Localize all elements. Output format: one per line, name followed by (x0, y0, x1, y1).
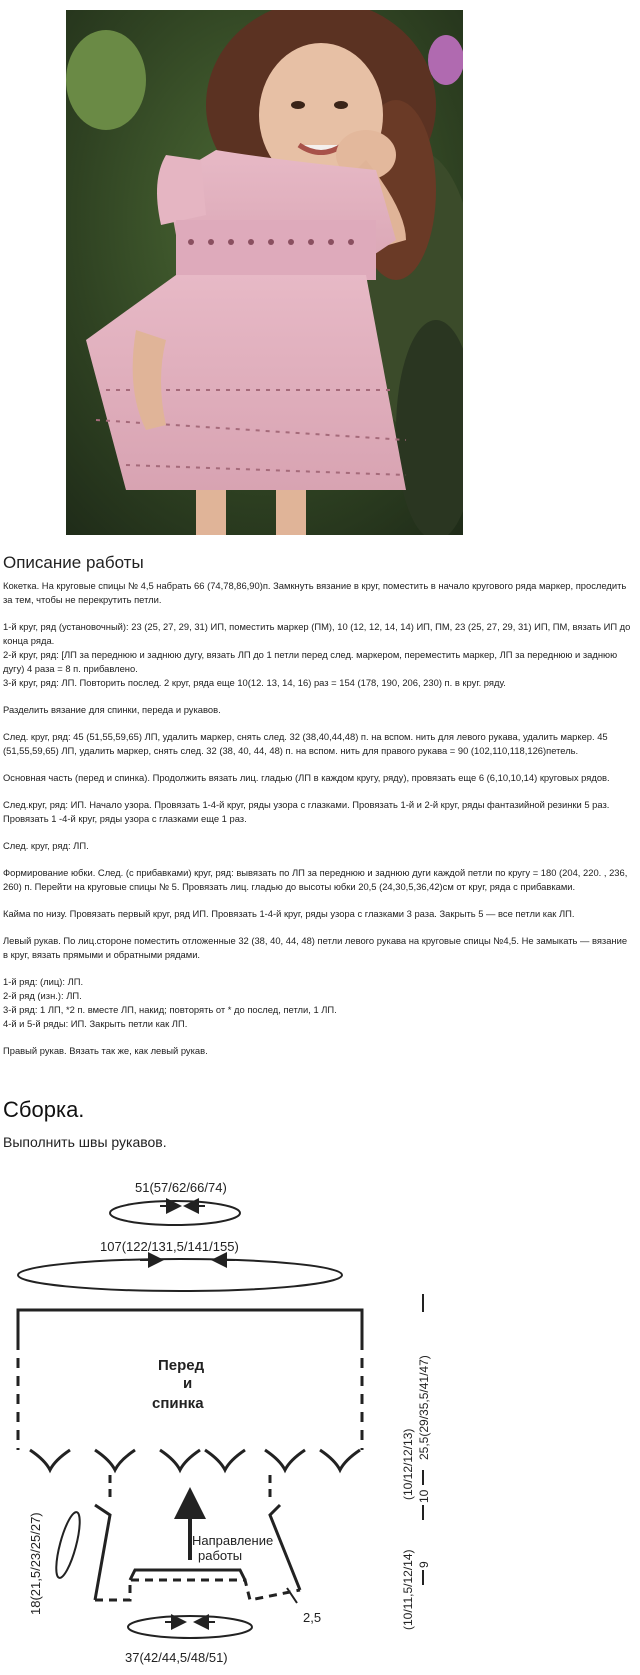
right-10-label: 10 (417, 1489, 431, 1503)
pattern-schematic (0, 1160, 640, 1675)
right-top-label: 25,5(29/35,5/41/47) (417, 1355, 431, 1460)
body-label-back: спинка (152, 1395, 204, 1412)
assembly-title: Сборка. (3, 1097, 85, 1122)
right-9-label: 9 (417, 1561, 431, 1568)
right-outer-label: (10/11,5/12/14) (401, 1549, 415, 1630)
paragraph-rows-1-3: 1-й круг, ряд (установочный): 23 (25, 27, 29, 31) ИП, поместить маркер (ПМ), 10 (12, 12, 14, 14) ИП, ПМ, 23 (25, 27, 29, 31) ИП, ПМ, вязать ИП до конца ряда. 2-й круг, ряд: [ЛП за переднюю и заднюю дугу, вязать ЛП до 1 петли перед след. маркером, переместить маркер, ЛП за переднюю и заднюю дугу) 4 раза = 8 п. прибавлено. 3-й круг, ряд: ЛП. Повторить послед. 2 круг, ряда еще 10(12. 13, 14, 16) раз = 154 (178, 190, 206, 230) п. в круг. ряду. (3, 621, 631, 688)
bottom-measure-loop (128, 1616, 252, 1638)
paragraph-sleeve-rows: 1-й ряд: (лиц): ЛП. 2-й ряд (изн.): ЛП. 3-й ряд: 1 ЛП, *2 п. вместе ЛП, накид; повторять от * до послед, петли, 1 ЛП. 4-й и 5-й ряды: ИП. Закрыть петли как ЛП. (3, 976, 337, 1029)
hem-tick (287, 1588, 297, 1603)
assembly-subtitle: Выполнить швы рукавов. (3, 1134, 167, 1150)
paragraph-main-part: Основная часть (перед и спинка). Продолжить вязать лиц. гладью (ЛП в каждом кругу, ряду), провязать еще 6 (6,10,10,14) круговых рядов. (3, 772, 610, 783)
direction-label-1: Направление (192, 1533, 274, 1548)
paragraph-divide: Разделить вязание для спинки, переда и рукавов. (3, 704, 221, 715)
second-measure-loop (18, 1259, 342, 1291)
description-heading: Описание работы (3, 553, 144, 572)
paragraph-skirt: Формирование юбки. След. (с прибавками) круг, ряд: вывязать по ЛП за переднюю и заднюю дуги каждой петли по кругу = 180 (204, 220. , 236, 260) п. Перейти на круговые спицы № 5. Провязать лиц. гладью до высоты юбки 20,5 (24,30,5,36,42)см от круг, ряда с прибавками. (3, 867, 628, 892)
paragraph-pattern: След.круг, ряд: ИП. Начало узора. Провязать 1-4-й круг, ряды узора с глазками. Провязать 1-й и 2-й круг, ряды фантазийной резинки 5 раз. Провязать 1 -4-й круг, ряды узора с глазками еще 1 раз. (3, 799, 610, 824)
sleeve-measure-loop (51, 1510, 84, 1580)
body-label-front: Перед (158, 1357, 205, 1374)
paragraph-yoke: Кокетка. На круговые спицы № 4,5 набрать 66 (74,78,86,90)п. Замкнуть вязание в круг, поместить в начало кругового ряда маркер, проследить за тем, чтобы не перекрутить петли. (3, 580, 627, 605)
direction-label-2: работы (198, 1548, 243, 1563)
paragraph-hem: Кайма по низу. Провязать первый круг, ряд ИП. Провязать 1-4-й круг, ряды узора с глазками 3 раза. Закрыть 5 — все петли как ЛП. (3, 908, 575, 919)
right-middle-label: (10/12/12/13) (401, 1428, 415, 1500)
bottom-measure-label: 37(42/44,5/48/51) (125, 1650, 228, 1665)
body-label-and: и (183, 1375, 193, 1392)
top-measure-label: 51(57/62/66/74) (135, 1180, 227, 1195)
paragraph-knit-round: След. круг, ряд: ЛП. (3, 840, 89, 851)
sleeve-right (270, 1505, 300, 1590)
second-measure-label: 107(122/131,5/141/155) (100, 1239, 239, 1254)
top-measure-loop (110, 1201, 240, 1225)
skirt-lower-dashes (95, 1580, 300, 1600)
description-text (3, 579, 633, 1071)
paragraph-left-sleeve: Левый рукав. По лиц.стороне поместить отложенные 32 (38, 40, 44, 48) петли левого рукава на круговые спицы №4,5. Не замыкать — вязание в круг, вязать прямыми и обратными рядами. (3, 935, 628, 960)
paragraph-next-round: След. круг, ряд: 45 (51,55,59,65) ЛП, удалить маркер, снять след. 32 (38,40,44,48) п. на вспом. нить для левого рукава, удалить маркер. 45 (51,55,59,65) ЛП, удалить маркер, снять след. 32 (38, 40, 44, 48) п. на вспом. нить для правого рукава = 90 (102,110,118,126)петель. (3, 731, 608, 756)
body-outline (18, 1310, 362, 1340)
sleeve-left (95, 1505, 110, 1600)
sleeve-measure-label: 18(21,5/23/25/27) (28, 1512, 43, 1615)
hem-measure-label: 2,5 (303, 1610, 322, 1625)
paragraph-right-sleeve: Правый рукав. Вязать так же, как левый рукав. (3, 1045, 208, 1056)
yoke-scallops (30, 1450, 360, 1470)
dress-photo (66, 10, 463, 535)
